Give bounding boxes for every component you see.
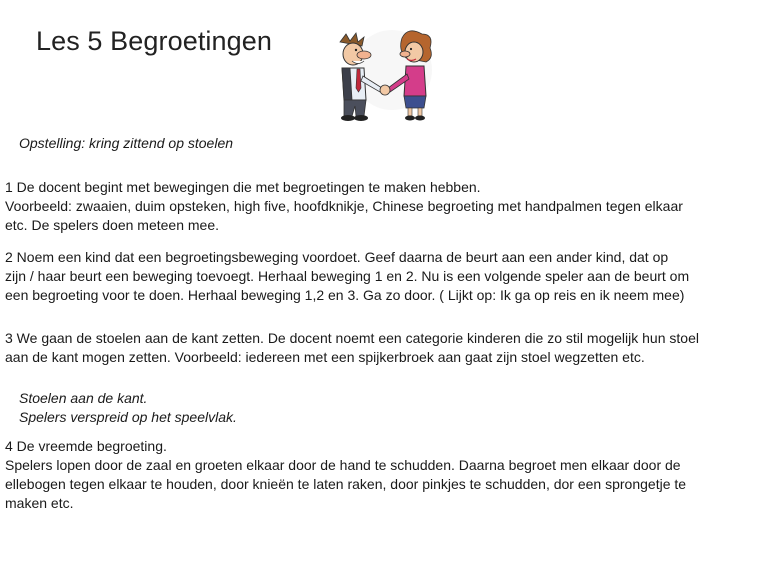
step-2-line: 2 Noem een kind dat een begroetingsbeweging voordoet. Geef daarna de beurt aan een ander kind, dat op	[5, 249, 669, 265]
step-3-line: aan de kant mogen zetten. Voorbeeld: iedereen met een spijkerbroek aan gaat zijn stoel wegzetten etc.	[5, 349, 645, 365]
step-4-line: Spelers lopen door de zaal en groeten elkaar door de hand te schudden. Daarna begroet men elkaar door de	[5, 457, 681, 473]
step-3-line: 3 We gaan de stoelen aan de kant zetten. De docent noemt een categorie kinderen die zo stil mogelijk hun stoel	[5, 330, 699, 346]
step-2-line: een begroeting voor te doen. Herhaal beweging 1,2 en 3. Ga zo door. ( Lijkt op: Ik ga op reis en ik neem mee)	[5, 287, 685, 303]
page-title: Les 5 Begroetingen	[36, 26, 272, 56]
step-4-line: maken etc.	[5, 495, 74, 511]
step-1-paragraph	[5, 178, 745, 235]
setup-line-1: Opstelling: kring zittend op stoelen	[19, 135, 234, 151]
step-4-paragraph	[5, 437, 745, 513]
handshake-people-icon	[330, 28, 445, 126]
setup-2-line: Stoelen aan de kant.	[19, 390, 148, 406]
step-1-line: etc. De spelers doen meteen mee.	[5, 217, 220, 233]
step-1-line: 1 De docent begint met bewegingen die met begroetingen te maken hebben.	[5, 179, 481, 195]
step-4-line: 4 De vreemde begroeting.	[5, 438, 167, 454]
step-2-paragraph	[5, 248, 745, 305]
step-4-line: ellebogen tegen elkaar te houden, door knieën te laten raken, door pinkjes te schudden, dor een sprongetje te	[5, 476, 687, 492]
setup-line-2	[19, 389, 759, 427]
step-2-line: zijn / haar beurt een beweging toevoegt. Herhaal beweging 1 en 2. Nu is een volgende speler aan de beurt om	[5, 268, 690, 284]
setup-2-line: Spelers verspreid op het speelvlak.	[19, 409, 237, 425]
step-3-paragraph	[5, 329, 745, 367]
step-1-line: Voorbeeld: zwaaien, duim opsteken, high five, hoofdknikje, Chinese begroeting met handpalmen tegen elkaar	[5, 198, 683, 214]
